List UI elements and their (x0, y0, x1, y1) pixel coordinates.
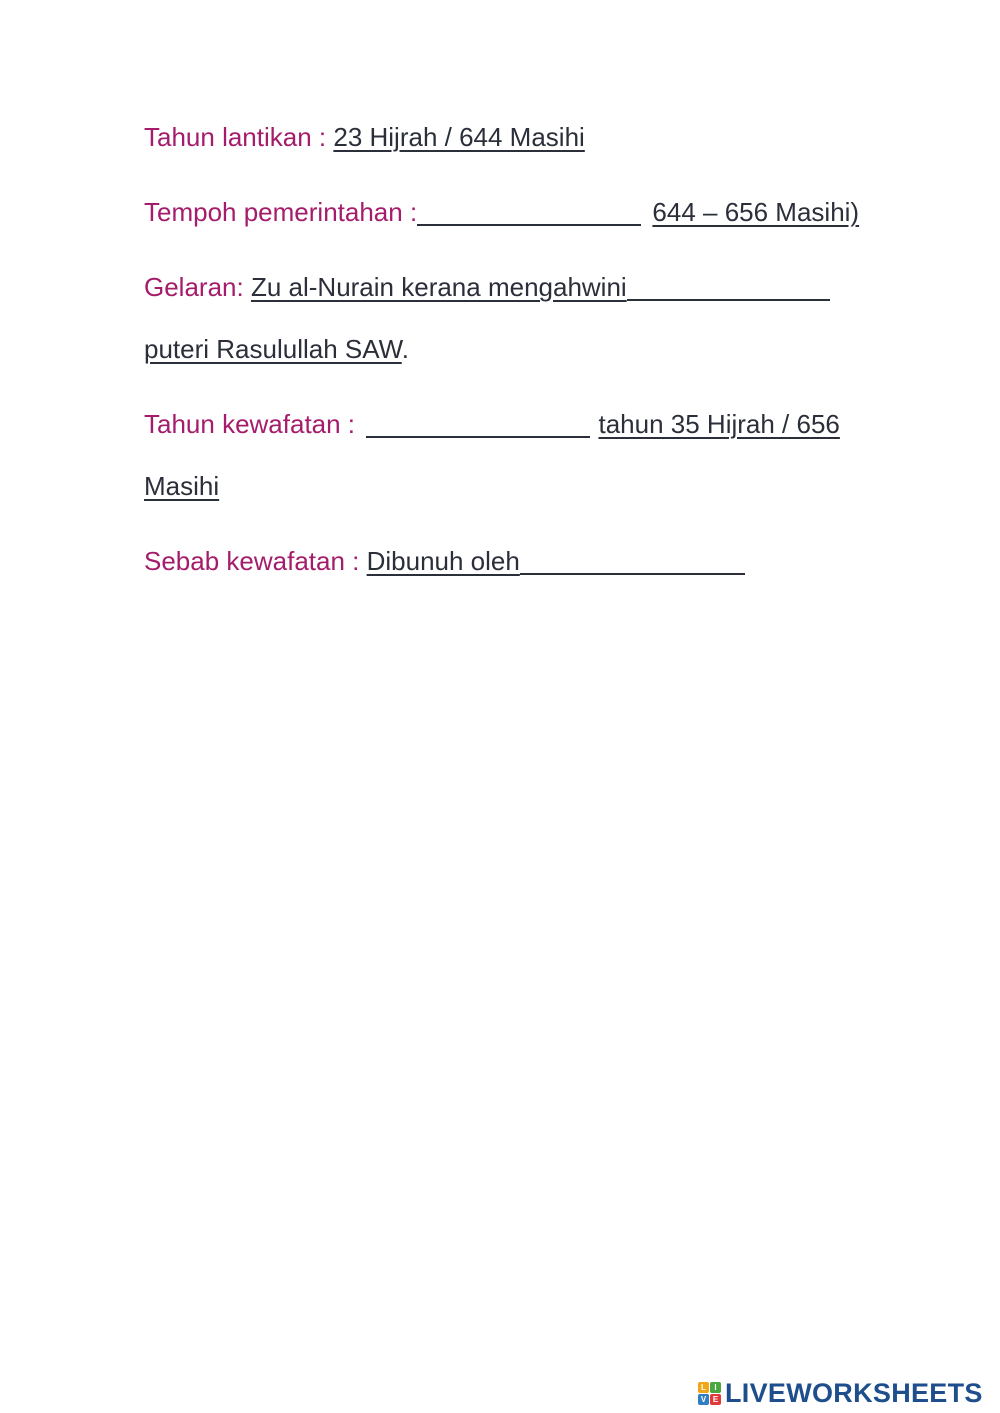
row-tempoh-pemerintahan (144, 197, 859, 227)
answer-blank-3[interactable] (366, 436, 590, 438)
row-tahun-kewafatan-continued (144, 471, 219, 501)
tempoh-pemerintahan-answer: 644 – 656 Masihi) (652, 197, 860, 227)
tahun-lantikan-label: Tahun lantikan : (144, 122, 334, 152)
logo-tile: I (710, 1382, 721, 1393)
gelaran-answer: Zu al-Nurain kerana mengahwini (250, 272, 627, 302)
row-tahun-kewafatan (144, 409, 840, 439)
gelaran-period: . (401, 334, 409, 364)
tahun-kewafatan-answer-continued: Masihi (144, 471, 220, 501)
tahun-lantikan-answer: 23 Hijrah / 644 Masihi (333, 122, 585, 152)
liveworksheets-logo-icon (698, 1382, 721, 1405)
logo-tile: V (698, 1394, 709, 1405)
logo-tile: E (710, 1394, 721, 1405)
row-gelaran (144, 272, 830, 302)
answer-blank-4[interactable] (520, 573, 745, 575)
row-sebab-kewafatan (144, 546, 745, 576)
tahun-kewafatan-answer: tahun 35 Hijrah / 656 (598, 409, 840, 439)
row-gelaran-continued (144, 334, 409, 364)
sebab-kewafatan-label: Sebab kewafatan : (144, 546, 367, 576)
tempoh-pemerintahan-label: Tempoh pemerintahan : (144, 197, 418, 227)
row-tahun-lantikan (144, 122, 585, 152)
answer-blank-2[interactable] (627, 299, 830, 301)
answer-blank-1[interactable] (417, 224, 641, 226)
gelaran-answer-continued: puteri Rasulullah SAW (144, 334, 402, 364)
logo-tile: L (698, 1382, 709, 1393)
tahun-kewafatan-label: Tahun kewafatan : (144, 409, 363, 439)
liveworksheets-logo (698, 1378, 983, 1409)
gelaran-label: Gelaran: (144, 272, 251, 302)
liveworksheets-wordmark: LIVEWORKSHEETS (725, 1378, 983, 1408)
sebab-kewafatan-answer: Dibunuh oleh (366, 546, 520, 576)
